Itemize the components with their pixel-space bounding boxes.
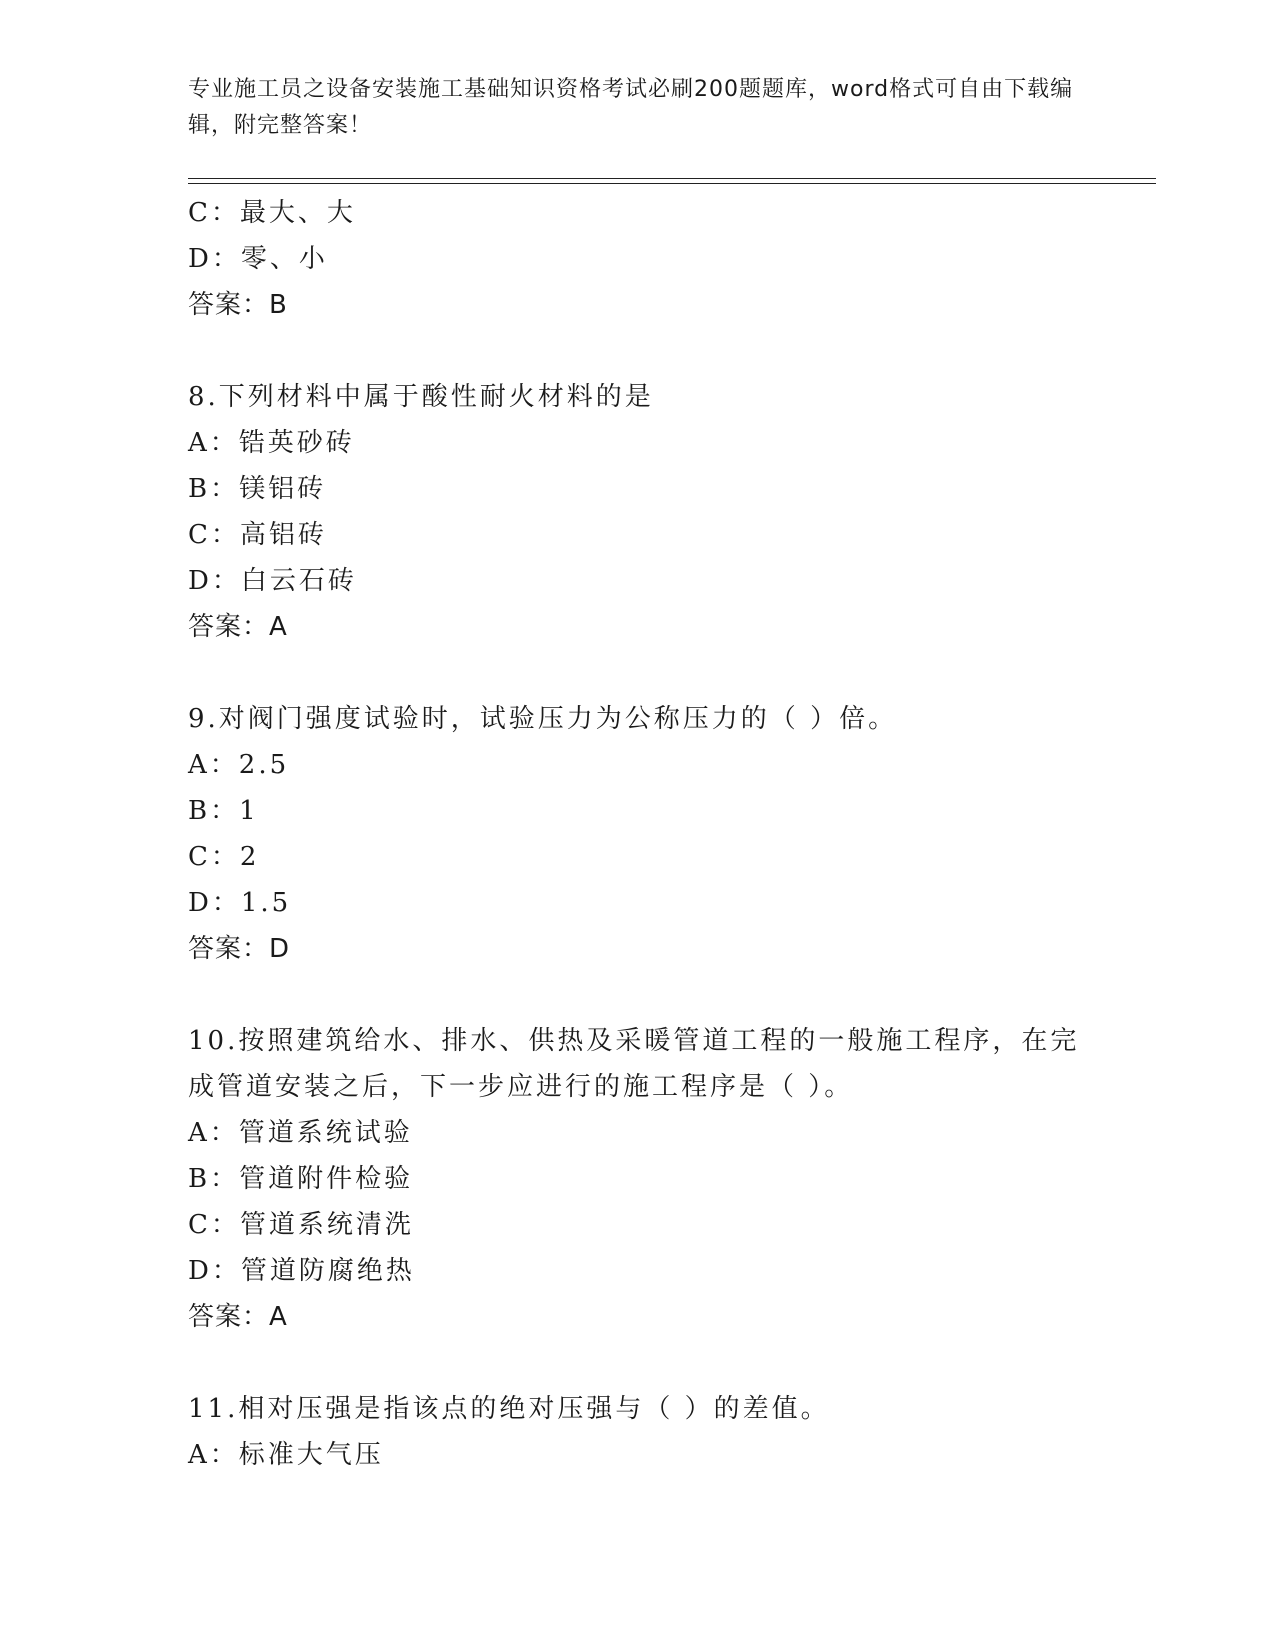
header-divider-top [188,178,1156,179]
document-header: 专业施工员之设备安装施工基础知识资格考试必刷200题题库，word格式可自由下载编辑，附完整答案！ [188,77,1074,138]
option-d: D：零、小 [188,244,328,274]
option-a: A：锆英砂砖 [188,428,355,458]
option-a: A：标准大气压 [188,1440,384,1470]
spacer [188,650,1088,696]
question-list [188,190,1088,1478]
question-stem: 9.对阀门强度试验时，试验压力为公称压力的（ ）倍。 [188,704,898,734]
option-d: D：管道防腐绝热 [188,1256,415,1286]
option-c: C：管道系统清洗 [188,1210,414,1240]
spacer [188,1340,1088,1386]
option-c: C：最大、大 [188,198,356,228]
option-b: B：1 [188,796,259,826]
question-10 [188,1018,1088,1340]
answer: 答案：A [188,612,288,642]
question-stem: 11.相对压强是指该点的绝对压强与（ ）的差值。 [188,1394,830,1424]
spacer [188,972,1088,1018]
option-a: A：管道系统试验 [188,1118,413,1148]
question-7-continued [188,190,1088,328]
option-b: B：镁铝砖 [188,474,327,504]
question-stem: 10.按照建筑给水、排水、供热及采暖管道工程的一般施工程序，在完成管道安装之后，下一步应进行的施工程序是（ ）。 [188,1026,1080,1102]
answer: 答案：B [188,290,288,320]
option-c: C：2 [188,842,260,872]
option-d: D：1.5 [188,888,292,918]
question-9 [188,696,1088,972]
question-8 [188,374,1088,650]
header-divider-bottom [188,183,1156,184]
option-c: C：高铝砖 [188,520,327,550]
question-stem: 8.下列材料中属于酸性耐火材料的是 [188,382,654,412]
spacer [188,328,1088,374]
option-a: A：2.5 [188,750,290,780]
answer: 答案：D [188,934,291,964]
answer: 答案：A [188,1302,288,1332]
question-11 [188,1386,1088,1478]
option-d: D：白云石砖 [188,566,357,596]
option-b: B：管道附件检验 [188,1164,414,1194]
